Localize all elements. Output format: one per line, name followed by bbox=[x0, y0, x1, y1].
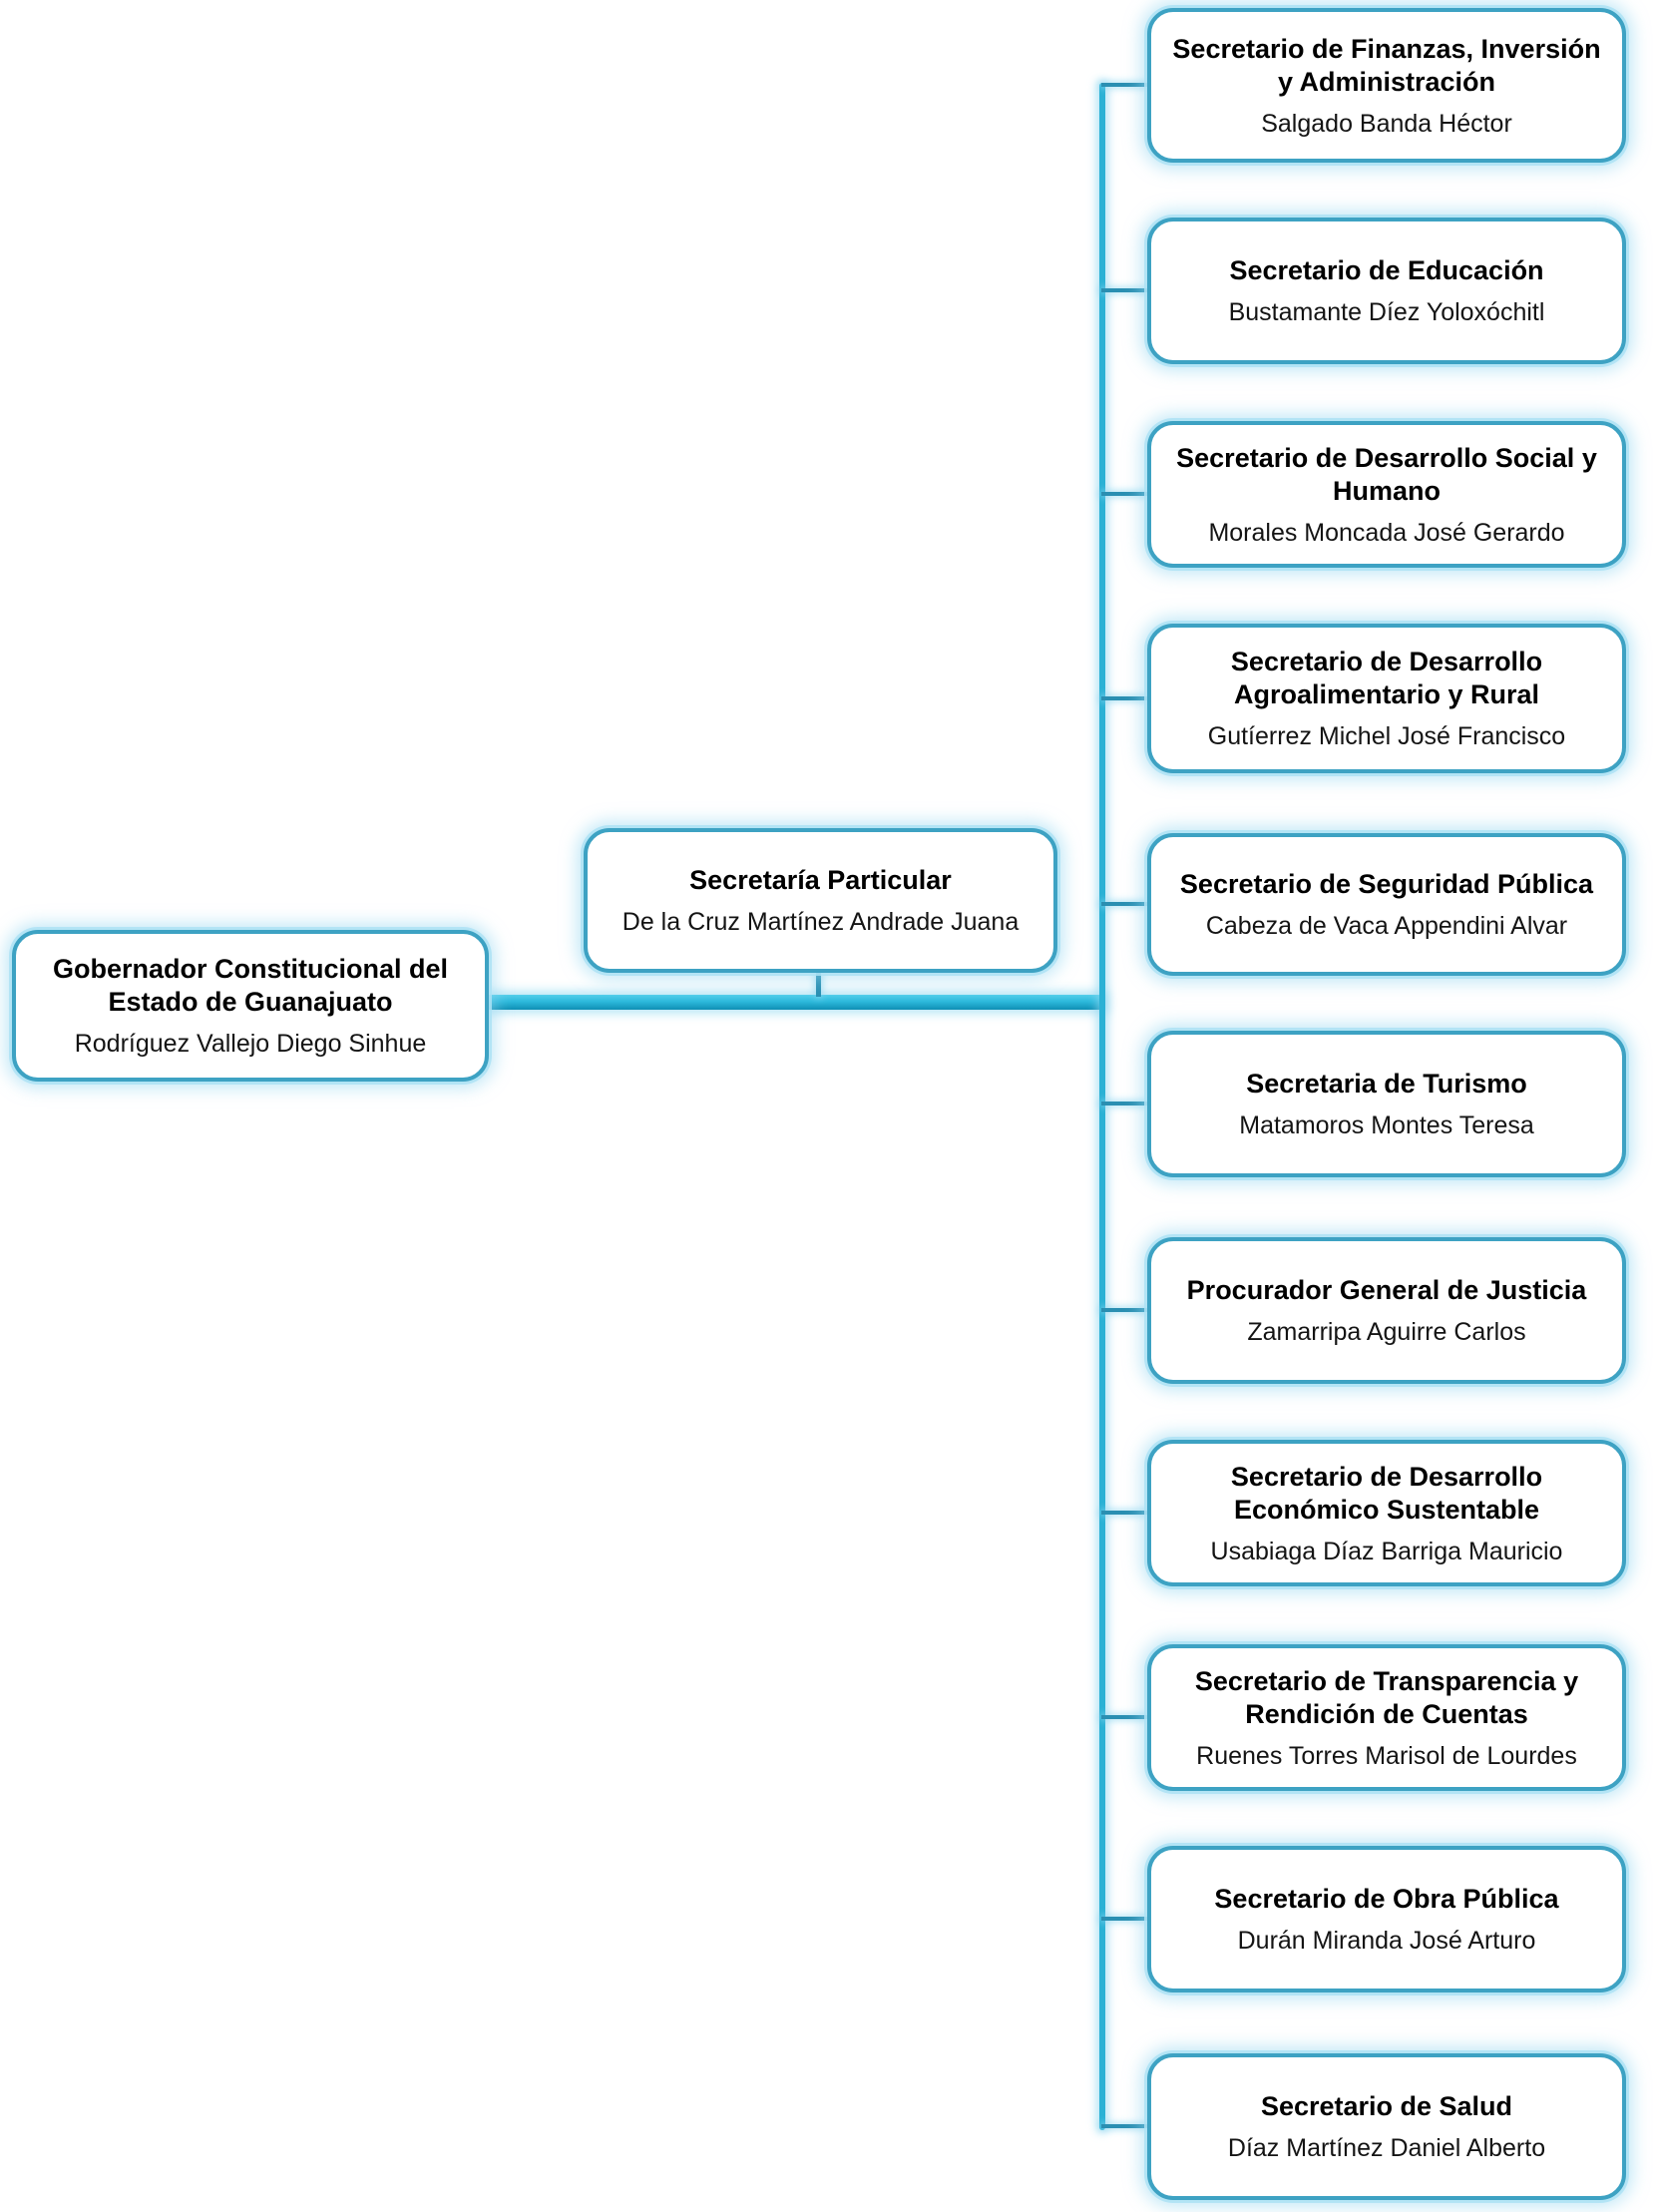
node-name: Usabiaga Díaz Barriga Mauricio bbox=[1210, 1537, 1563, 1565]
org-node-seguridad-publica bbox=[1147, 833, 1626, 976]
connector-stub-agro bbox=[1101, 696, 1149, 700]
connector-stub-finanzas bbox=[1101, 83, 1149, 87]
node-title: Procurador General de Justicia bbox=[1186, 1275, 1587, 1306]
node-title: Secretario de Obra Pública bbox=[1214, 1884, 1559, 1915]
node-title: Secretaría Particular bbox=[689, 865, 952, 896]
org-node-salud bbox=[1147, 2053, 1626, 2200]
org-node-desarrollo-social bbox=[1147, 421, 1626, 568]
node-name: De la Cruz Martínez Andrade Juana bbox=[621, 908, 1020, 937]
node-title: Secretario de Seguridad Pública bbox=[1179, 869, 1594, 900]
org-node-transparencia bbox=[1147, 1644, 1626, 1791]
connector-stub-obra bbox=[1101, 1917, 1149, 1921]
org-node-desarrollo-economico bbox=[1147, 1440, 1626, 1586]
node-name: Durán Miranda José Arturo bbox=[1237, 1927, 1536, 1956]
org-node-agroalimentario bbox=[1147, 624, 1626, 773]
particular-stub-line bbox=[816, 973, 821, 997]
org-node-procurador bbox=[1147, 1237, 1626, 1384]
connector-stub-economico bbox=[1101, 1511, 1149, 1515]
connector-stub-procurador bbox=[1101, 1308, 1149, 1312]
node-name: Salgado Banda Héctor bbox=[1261, 109, 1512, 138]
node-title: Secretario de Transparencia y Rendición de Cuentas bbox=[1194, 1665, 1579, 1729]
node-title: Secretario de Educación bbox=[1229, 255, 1544, 286]
node-title: Secretario de Finanzas, Inversión y Administración bbox=[1172, 33, 1601, 97]
org-node-educacion bbox=[1147, 218, 1626, 364]
connector-stub-educacion bbox=[1101, 288, 1149, 292]
node-title: Secretario de Desarrollo Económico Sustentable bbox=[1230, 1461, 1543, 1525]
connector-stub-turismo bbox=[1101, 1102, 1149, 1106]
node-name: Rodríguez Vallejo Diego Sinhue bbox=[74, 1030, 427, 1059]
org-node-obra-publica bbox=[1147, 1846, 1626, 1992]
connector-stub-transparencia bbox=[1101, 1715, 1149, 1719]
connector-stub-social bbox=[1101, 492, 1149, 496]
node-title: Secretario de Salud bbox=[1260, 2091, 1513, 2122]
node-name: Morales Moncada José Gerardo bbox=[1208, 518, 1565, 547]
org-node-gobernador bbox=[12, 930, 489, 1082]
org-node-finanzas bbox=[1147, 8, 1626, 163]
connector-spine-line bbox=[1099, 83, 1105, 2130]
node-name: Zamarripa Aguirre Carlos bbox=[1247, 1318, 1526, 1347]
node-name: Bustamante Díez Yoloxóchitl bbox=[1228, 298, 1545, 327]
node-title: Secretaria de Turismo bbox=[1246, 1069, 1527, 1100]
node-name: Cabeza de Vaca Appendini Alvar bbox=[1205, 912, 1568, 941]
connector-stub-salud bbox=[1101, 2124, 1149, 2128]
node-title: Secretario de Desarrollo Social y Humano bbox=[1176, 442, 1597, 506]
node-name: Ruenes Torres Marisol de Lourdes bbox=[1196, 1741, 1577, 1770]
node-name: Díaz Martínez Daniel Alberto bbox=[1227, 2134, 1546, 2163]
connector-stub-seguridad bbox=[1101, 902, 1149, 906]
org-node-turismo bbox=[1147, 1031, 1626, 1177]
governor-trunk-line bbox=[489, 995, 1104, 1010]
node-title: Gobernador Constitucional del Estado de Guanajuato bbox=[52, 954, 449, 1018]
node-name: Matamoros Montes Teresa bbox=[1239, 1111, 1534, 1140]
org-node-secretaria-particular bbox=[584, 828, 1057, 973]
node-name: Gutíerrez Michel José Francisco bbox=[1207, 722, 1566, 751]
node-title: Secretario de Desarrollo Agroalimentario y Rural bbox=[1230, 647, 1543, 710]
